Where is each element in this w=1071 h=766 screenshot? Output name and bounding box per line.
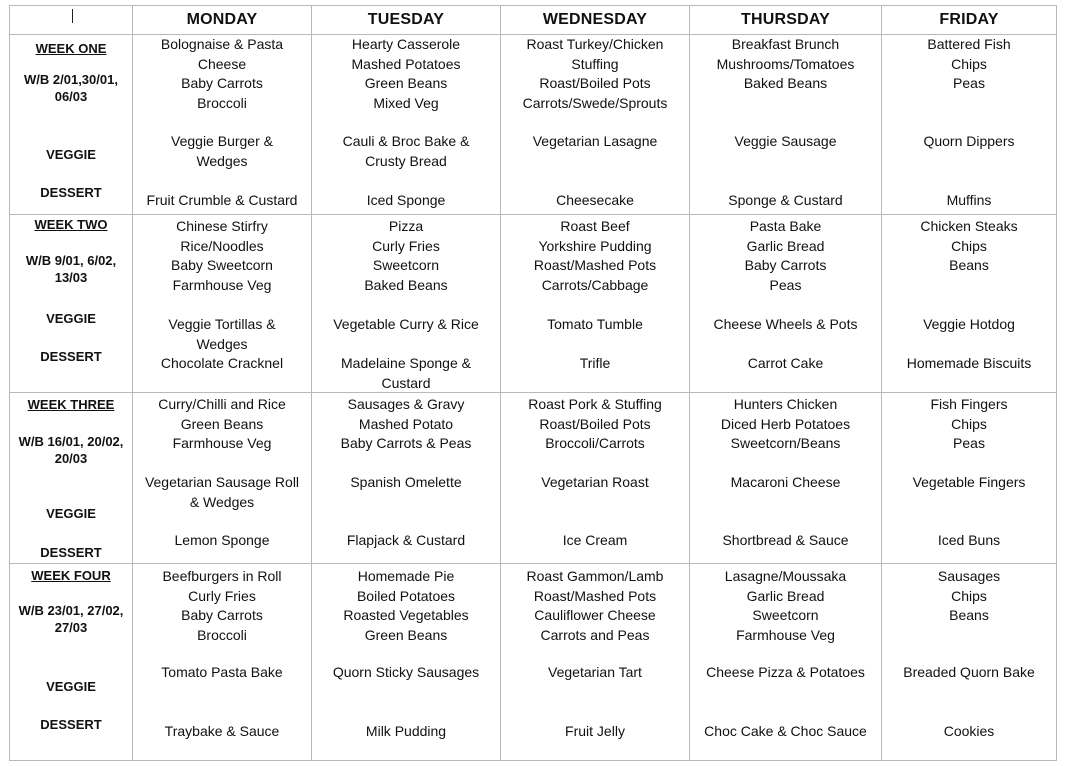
veggie-item: Vegetable Fingers xyxy=(912,474,1026,490)
mains-item: Roast/Mashed Pots xyxy=(533,257,657,273)
day-header: FRIDAY xyxy=(882,6,1057,35)
dessert-items xyxy=(503,722,687,742)
veggie-label: VEGGIE xyxy=(46,311,96,326)
week-label-cell xyxy=(10,35,133,215)
mains-item: Yorkshire Pudding xyxy=(538,237,652,254)
dessert-label: DESSERT xyxy=(40,349,102,364)
veggie-items xyxy=(314,315,498,335)
mains-item: Chips xyxy=(951,55,987,72)
dessert-items xyxy=(135,354,309,374)
veggie-item: Breaded Quorn Bake xyxy=(903,664,1035,680)
dessert-items xyxy=(692,354,879,374)
mains-item: Peas xyxy=(953,75,985,91)
mains-item: Breakfast Brunch xyxy=(731,36,840,52)
dessert-item: Muffins xyxy=(946,192,992,208)
mains-item: Chinese Stirfry xyxy=(176,218,268,234)
mains-item: Roasted Vegetables xyxy=(343,607,469,623)
mains-item: Sausages & Gravy xyxy=(347,396,465,412)
week-title: WEEK TWO xyxy=(34,217,108,232)
veggie-items xyxy=(135,473,309,512)
menu-cell xyxy=(133,215,312,393)
mains-item: Green Beans xyxy=(180,415,264,432)
mains-item: Cheese xyxy=(197,55,247,72)
veggie-label: VEGGIE xyxy=(46,147,96,162)
mains-item: Boiled Potatoes xyxy=(356,587,456,604)
veggie-items xyxy=(314,132,498,171)
mains-item: Broccoli xyxy=(197,626,247,643)
menu-cell xyxy=(312,393,501,564)
veggie-items xyxy=(692,315,879,335)
veggie-items xyxy=(135,132,309,171)
mains-items xyxy=(503,395,687,454)
dessert-item: Traybake & Sauce xyxy=(164,723,280,739)
mains-items xyxy=(884,217,1054,276)
day-header: THURSDAY xyxy=(690,6,882,35)
veggie-item: Veggie Hotdog xyxy=(923,316,1015,332)
dessert-item: Choc Cake & Choc Sauce xyxy=(704,723,867,739)
mains-item: Broccoli/Carrots xyxy=(545,435,645,451)
mains-items xyxy=(135,395,309,454)
menu-cell xyxy=(882,35,1057,215)
mains-items xyxy=(314,217,498,295)
veggie-item: Vegetarian Roast xyxy=(541,474,649,490)
dessert-items xyxy=(314,191,498,211)
mains-item: Curly Fries xyxy=(372,237,440,254)
mains-item: Curly Fries xyxy=(188,587,256,604)
dessert-items xyxy=(692,191,879,211)
mains-items xyxy=(135,217,309,295)
week-label-cell xyxy=(10,564,133,761)
dessert-item: Fruit Jelly xyxy=(565,723,625,739)
veggie-item: Tomato Tumble xyxy=(547,316,643,332)
veggie-items xyxy=(503,132,687,152)
mains-items xyxy=(884,395,1054,454)
mains-item: Carrots/Cabbage xyxy=(541,276,649,293)
veggie-items xyxy=(884,473,1054,493)
week-title: WEEK FOUR xyxy=(31,568,111,583)
dessert-item: Iced Buns xyxy=(937,532,1001,548)
dessert-item: Milk Pudding xyxy=(365,723,447,739)
mains-item: Carrots/Swede/Sprouts xyxy=(522,94,668,111)
mains-items xyxy=(135,35,309,113)
veggie-item: Quorn Sticky Sausages xyxy=(332,664,480,680)
mains-items xyxy=(692,217,879,295)
veggie-label: VEGGIE xyxy=(46,679,96,694)
week-row xyxy=(10,35,1057,215)
dessert-item: Trifle xyxy=(579,355,611,371)
header-row xyxy=(10,6,1057,35)
mains-item: Cauliflower Cheese xyxy=(534,607,656,623)
veggie-items xyxy=(884,663,1054,683)
dessert-items xyxy=(135,191,309,211)
mains-items xyxy=(692,395,879,454)
veggie-item: Wedges xyxy=(196,152,248,169)
mains-item: Baby Sweetcorn xyxy=(171,257,273,273)
mains-item: Roast Pork & Stuffing xyxy=(528,396,662,412)
menu-cell xyxy=(133,35,312,215)
dessert-item: Carrot Cake xyxy=(747,355,824,371)
menu-cell xyxy=(690,393,882,564)
veggie-items xyxy=(135,315,309,354)
mains-item: Green Beans xyxy=(364,626,448,643)
menu-cell xyxy=(133,564,312,761)
mains-item: Peas xyxy=(953,435,985,451)
mains-item: Sweetcorn/Beans xyxy=(730,435,841,451)
veggie-item: Veggie Tortillas & xyxy=(168,316,276,332)
dessert-item: Shortbread & Sauce xyxy=(722,532,849,548)
mains-item: Garlic Bread xyxy=(746,237,825,254)
veggie-item: Spanish Omelette xyxy=(350,474,462,490)
veggie-items xyxy=(692,473,879,493)
mains-item: Baby Carrots xyxy=(744,257,827,273)
week-title: WEEK ONE xyxy=(35,41,107,56)
mains-item: Baked Beans xyxy=(743,75,828,91)
mains-item: Peas xyxy=(769,276,802,293)
menu-cell xyxy=(882,215,1057,393)
mains-item: Roast/Boiled Pots xyxy=(539,415,651,432)
mains-item: Farmhouse Veg xyxy=(172,435,272,451)
corner-cell xyxy=(10,6,133,35)
dessert-item: Fruit Crumble & Custard xyxy=(146,192,298,208)
mains-item: Roast/Mashed Pots xyxy=(533,587,657,604)
dessert-item: Iced Sponge xyxy=(366,192,446,208)
veggie-items xyxy=(884,315,1054,335)
mains-item: Garlic Bread xyxy=(746,587,825,604)
veggie-item: Cheese Wheels & Pots xyxy=(713,316,858,332)
veggie-item: Vegetarian Tart xyxy=(548,664,642,680)
veggie-item: & Wedges xyxy=(189,493,255,510)
day-header: MONDAY xyxy=(133,6,312,35)
mains-item: Chips xyxy=(951,587,987,604)
week-label-cell xyxy=(10,393,133,564)
mains-item: Chicken Steaks xyxy=(920,218,1018,234)
mains-item: Sausages xyxy=(937,568,1001,584)
mains-item: Carrots and Peas xyxy=(540,626,650,643)
dessert-item: Homemade Biscuits xyxy=(906,355,1032,371)
week-dates: W/B 9/01, 6/02, 13/03 xyxy=(25,253,117,285)
mains-item: Bolognaise & Pasta xyxy=(160,36,284,52)
veggie-items xyxy=(884,132,1054,152)
mains-item: Mixed Veg xyxy=(373,94,439,111)
dessert-item: Lemon Sponge xyxy=(174,532,270,548)
mains-item: Pasta Bake xyxy=(749,218,822,234)
veggie-items xyxy=(503,473,687,493)
text-cursor xyxy=(72,9,73,23)
mains-item: Hunters Chicken xyxy=(733,396,838,412)
menu-cell xyxy=(312,35,501,215)
dessert-items xyxy=(884,191,1054,211)
mains-item: Beefburgers in Roll xyxy=(162,568,282,584)
mains-item: Baby Carrots xyxy=(181,75,263,91)
dessert-items xyxy=(135,531,309,551)
week-row xyxy=(10,215,1057,393)
mains-item: Roast Beef xyxy=(560,218,630,234)
menu-cell xyxy=(312,564,501,761)
menu-cell xyxy=(501,393,690,564)
mains-item: Baked Beans xyxy=(364,276,448,293)
menu-cell xyxy=(501,215,690,393)
dessert-items xyxy=(503,191,687,211)
mains-items xyxy=(884,567,1054,626)
mains-items xyxy=(314,567,498,645)
dessert-items xyxy=(314,531,498,551)
mains-items xyxy=(503,217,687,295)
mains-item: Roast Turkey/Chicken xyxy=(526,36,664,52)
mains-item: Sweetcorn xyxy=(372,257,440,273)
mains-item: Roast/Boiled Pots xyxy=(539,75,651,91)
veggie-item: Wedges xyxy=(196,335,248,352)
mains-items xyxy=(692,35,879,94)
dessert-item: Ice Cream xyxy=(562,532,628,548)
week-dates: W/B 16/01, 20/02, 20/03 xyxy=(18,434,124,466)
mains-item: Stuffing xyxy=(571,55,619,72)
dessert-item: Sponge & Custard xyxy=(728,192,843,208)
mains-items xyxy=(503,35,687,113)
mains-item: Hearty Casserole xyxy=(351,36,461,52)
week-row xyxy=(10,564,1057,761)
menu-cell xyxy=(690,35,882,215)
veggie-item: Vegetarian Lasagne xyxy=(532,133,658,149)
mains-item: Homemade Pie xyxy=(357,568,455,584)
veggie-items xyxy=(503,315,687,335)
mains-item: Mashed Potato xyxy=(358,415,454,432)
week-label-cell xyxy=(10,215,133,393)
mains-item: Farmhouse Veg xyxy=(736,626,835,643)
veggie-items xyxy=(314,663,498,683)
mains-item: Diced Herb Potatoes xyxy=(720,415,851,432)
dessert-items xyxy=(692,722,879,742)
mains-item: Chips xyxy=(951,415,987,432)
mains-item: Sweetcorn xyxy=(752,607,819,623)
dessert-items xyxy=(503,354,687,374)
veggie-item: Crusty Bread xyxy=(365,152,447,169)
mains-item: Baby Carrots xyxy=(181,607,263,623)
menu-cell xyxy=(501,35,690,215)
mains-item: Fish Fingers xyxy=(930,396,1008,412)
mains-item: Rice/Noodles xyxy=(180,237,264,254)
dessert-items xyxy=(503,531,687,551)
mains-items xyxy=(314,395,498,454)
veggie-label: VEGGIE xyxy=(46,506,96,521)
veggie-item: Veggie Sausage xyxy=(734,133,837,149)
menu-cell xyxy=(690,215,882,393)
menu-cell xyxy=(312,215,501,393)
dessert-item: Chocolate Cracknel xyxy=(160,355,284,371)
day-header: TUESDAY xyxy=(312,6,501,35)
veggie-item: Cheese Pizza & Potatoes xyxy=(706,664,865,680)
menu-cell xyxy=(690,564,882,761)
dessert-item: Flapjack & Custard xyxy=(346,532,466,548)
veggie-items xyxy=(135,663,309,683)
mains-item: Lasagne/Moussaka xyxy=(724,568,847,584)
veggie-item: Cauli & Broc Bake & xyxy=(342,133,470,149)
day-header: WEDNESDAY xyxy=(501,6,690,35)
dessert-label: DESSERT xyxy=(40,717,102,732)
mains-item: Battered Fish xyxy=(927,36,1011,52)
veggie-item: Veggie Burger & xyxy=(171,133,273,149)
week-title: WEEK THREE xyxy=(27,397,115,412)
dessert-items xyxy=(314,722,498,742)
veggie-item: Vegetarian Sausage Roll xyxy=(144,474,300,490)
mains-item: Pizza xyxy=(388,218,424,234)
dessert-items xyxy=(314,354,498,393)
mains-items xyxy=(314,35,498,113)
veggie-items xyxy=(314,473,498,493)
dessert-item: Cheesecake xyxy=(556,192,634,208)
veggie-item: Quorn Dippers xyxy=(923,133,1015,149)
dessert-label: DESSERT xyxy=(40,185,102,200)
menu-cell xyxy=(882,564,1057,761)
mains-item: Farmhouse Veg xyxy=(172,276,272,293)
mains-item: Green Beans xyxy=(364,75,448,91)
veggie-item: Macaroni Cheese xyxy=(730,474,841,490)
dessert-items xyxy=(884,531,1054,551)
veggie-items xyxy=(503,663,687,683)
dessert-items xyxy=(884,354,1054,374)
dessert-items xyxy=(884,722,1054,742)
dessert-item: Madelaine Sponge & xyxy=(341,355,471,371)
veggie-items xyxy=(692,132,879,152)
mains-item: Beans xyxy=(949,257,989,273)
dessert-items xyxy=(692,531,879,551)
week-row xyxy=(10,393,1057,564)
dessert-item: Custard xyxy=(381,374,431,391)
week-dates: W/B 23/01, 27/02, 27/03 xyxy=(18,603,124,635)
mains-item: Mushrooms/Tomatoes xyxy=(716,55,855,72)
menu-cell xyxy=(133,393,312,564)
mains-item: Curry/Chilli and Rice xyxy=(158,396,286,412)
dessert-label: DESSERT xyxy=(40,545,102,560)
dessert-item: Cookies xyxy=(943,723,995,739)
mains-item: Beans xyxy=(949,607,989,623)
mains-item: Roast Gammon/Lamb xyxy=(526,568,664,584)
week-dates: W/B 2/01,30/01, 06/03 xyxy=(24,72,118,104)
mains-item: Baby Carrots & Peas xyxy=(340,435,472,451)
veggie-items xyxy=(692,663,879,683)
menu-cell xyxy=(501,564,690,761)
mains-items xyxy=(503,567,687,645)
veggie-item: Tomato Pasta Bake xyxy=(161,664,283,680)
menu-table xyxy=(9,5,1057,761)
dessert-items xyxy=(135,722,309,742)
mains-item: Mashed Potatoes xyxy=(351,55,461,72)
mains-item: Chips xyxy=(951,237,987,254)
mains-items xyxy=(135,567,309,645)
veggie-item: Vegetable Curry & Rice xyxy=(333,316,479,332)
mains-items xyxy=(884,35,1054,94)
menu-cell xyxy=(882,393,1057,564)
mains-item: Broccoli xyxy=(197,94,247,111)
mains-items xyxy=(692,567,879,645)
